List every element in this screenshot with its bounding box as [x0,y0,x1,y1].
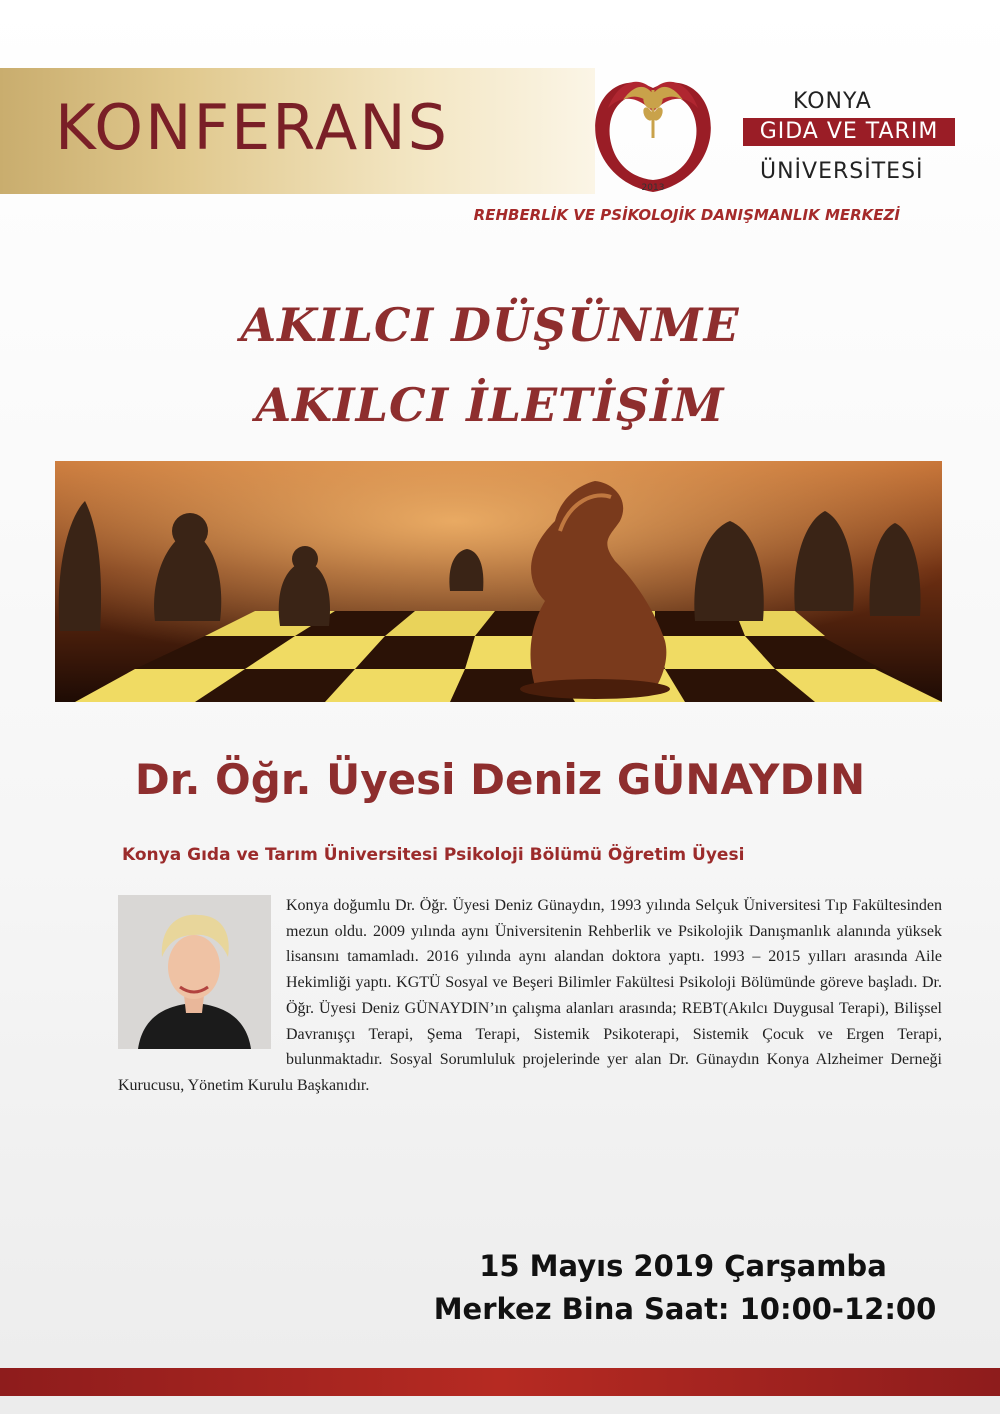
logo-year: 2013 [641,183,665,193]
event-place-time: Merkez Bina Saat: 10:00-12:00 [433,1292,937,1326]
chess-photo [55,461,942,702]
center-name: REHBERLİK VE PSİKOLOJİK DANIŞMANLIK MERKEZİ [473,206,900,224]
speaker-bio-block [118,893,942,1099]
speaker-name: Dr. Öğr. Üyesi Deniz GÜNAYDIN [134,755,866,804]
speaker-portrait [118,895,271,1049]
speaker-position: Konya Gıda ve Tarım Üniversitesi Psikoloji Bölümü Öğretim Üyesi [122,845,745,865]
speaker-bio-text: Konya doğumlu Dr. Öğr. Üyesi Deniz Günaydın, 1993 yılında Selçuk Üniversitesi Tıp Fakültesinden mezun oldu. 2009 yılında aynı Üniversitenin Rehberlik ve Psikolojik Danışmanlık alanında yüksek lisansını tamamladı. 2016 yılında aynı alandan doktora yaptı. 1993 – 2015 yılları arasında Aile Hekimliği yaptı. KGTÜ Sosyal ve Beşeri Bilimler Fakültesi Psikoloji Bölümünde göreve başladı. Dr. Öğr. Üyesi Deniz GÜNAYDIN’ın çalışma alanları arasında; REBT(Akılcı Duygusal Terapi), Bilişsel Davranışçı Terapi, Şema Terapi, Sistemik Psikoterapi, Sistemik Çocuk ve Ergen Terapi, bulunmaktadır. Sosyal Sorumluluk projelerinde yer alan Dr. Günaydın Konya Alzheimer Derneği Kurucusu, Yönetim Kurulu Başkanıdır. [118,897,942,1094]
banner-title: KONFERANS [55,91,449,164]
university-name-line-3: ÜNİVERSİTESİ [760,159,924,184]
university-name-line-2: GIDA VE TARIM [743,118,955,146]
university-logo [578,60,728,200]
event-date: 15 Mayıs 2019 Çarşamba [479,1249,887,1283]
footer-bar [0,1368,1000,1396]
event-title-line-2: AKILCI İLETİŞİM [255,378,725,432]
university-name-line-1: KONYA [793,89,872,114]
event-title-line-1: AKILCI DÜŞÜNME [240,298,740,352]
